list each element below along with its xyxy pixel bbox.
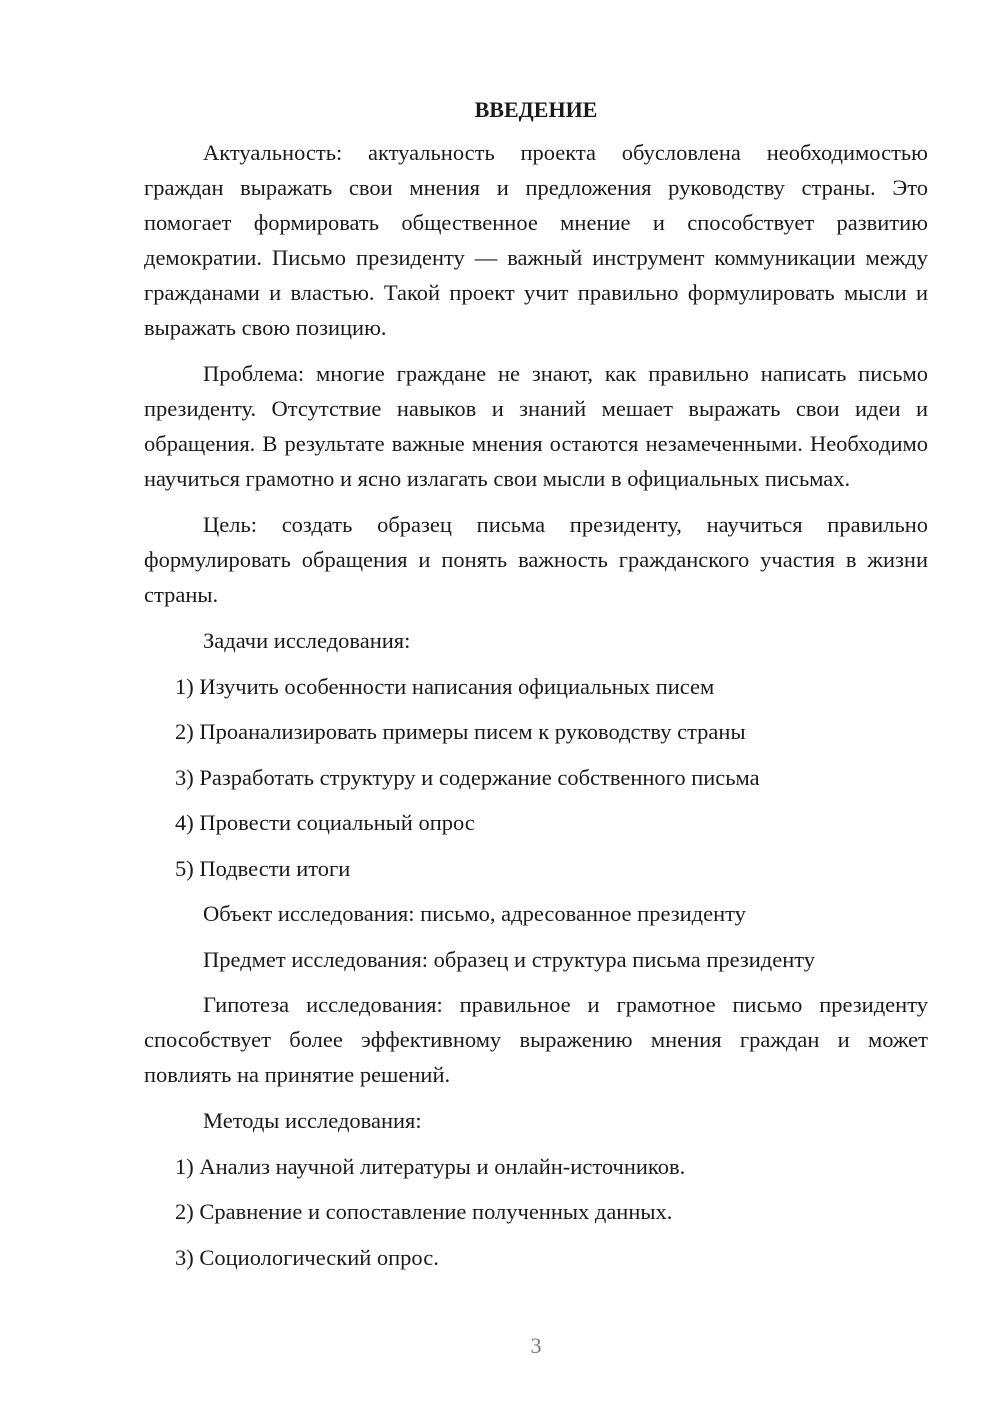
section-title: ВВЕДЕНИЕ <box>474 97 598 122</box>
methods-heading: Методы исследования: <box>203 1108 422 1133</box>
paragraph-hypothesis: Гипотеза исследования: правильное и грамотное письмо президенту способствует более эффективному выражению мнения граждан и может повлиять на принятие решений. <box>144 992 928 1087</box>
paragraph-object: Объект исследования: письмо, адресованное президенту <box>203 901 746 926</box>
paragraph-relevance: Актуальность: актуальность проекта обусловлена необходимостью граждан выражать свои мнения и предложения руководству страны. Это помогает формировать общественное мнение и способствует развитию демократии. Письмо президенту — важный инструмент коммуникации между гражданами и властью. Такой проект учит правильно формулировать мысли и выражать свою позицию. <box>144 140 928 340</box>
tasks-heading: Задачи исследования: <box>203 628 411 653</box>
list-item: 3) Социологический опрос. <box>175 1244 439 1270</box>
list-item: 1) Анализ научной литературы и онлайн-источников. <box>175 1153 686 1179</box>
tasks-list <box>144 669 928 886</box>
paragraph-goal: Цель: создать образец письма президенту, научиться правильно формулировать обращения и понять важность гражданского участия в жизни страны. <box>144 512 928 607</box>
list-item: 4) Провести социальный опрос <box>175 810 475 835</box>
list-item: 1) Изучить особенности написания официальных писем <box>175 673 715 699</box>
list-item: 2) Сравнение и сопоставление полученных данных. <box>175 1199 673 1224</box>
paragraph-problem: Проблема: многие граждане не знают, как правильно написать письмо президенту. Отсутствие навыков и знаний мешает выражать свои идеи и обращения. В результате важные мнения остаются незамеченными. Необходимо научиться грамотно и ясно излагать свои мысли в официальных письмах. <box>144 361 928 491</box>
list-item: 3) Разработать структуру и содержание собственного письма <box>175 764 760 790</box>
methods-list <box>144 1149 928 1275</box>
list-item: 5) Подвести итоги <box>175 855 351 881</box>
document-page <box>144 92 928 1285</box>
page-number: 3 <box>530 1333 542 1358</box>
list-item: 2) Проанализировать примеры писем к руководству страны <box>175 719 746 744</box>
paragraph-subject: Предмет исследования: образец и структура письма президенту <box>203 946 816 972</box>
